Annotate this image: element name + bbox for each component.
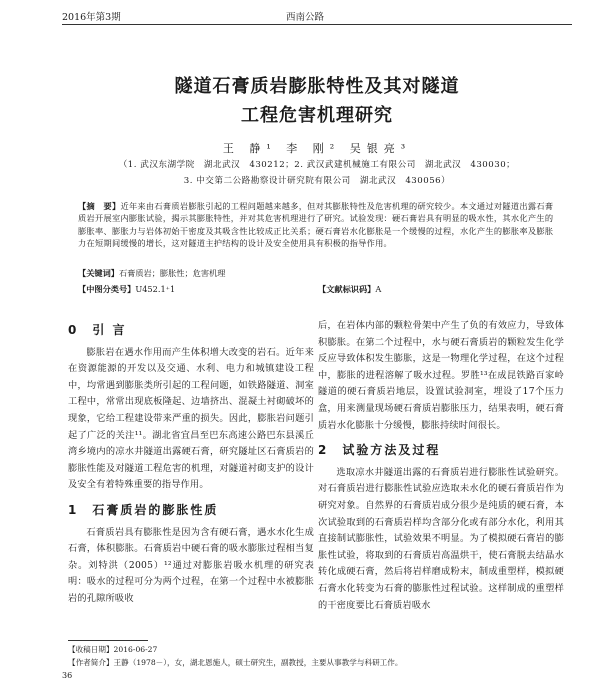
abstract-text: 近年来由石膏质岩膨胀引起的工程问题越来越多，但对其膨胀特性及危害机理的研究较少。本文通过对隧道出露石膏质岩开展室内膨胀试验，揭示其膨胀特性，并对其危害机理进行了研究。试验发现：硬石膏岩具有明显的吸水性，其水化产生的膨胀率、膨胀力与岩体初始干密度及其吸含性比较成正比关系；硬石膏岩水化膨胀是一个缓慢的过程，水化产生的膨胀率及膨胀力在短期间缓慢的增长，这对隧道主护结构的设计及安全使用具有积极的指导作用。 (78, 201, 554, 248)
section-1-number: 1 (68, 502, 79, 517)
section-0-heading (68, 322, 314, 339)
keywords-label: 【关键词】 (78, 268, 119, 278)
section-0-number: 0 (68, 323, 79, 337)
running-header-issue: 2016年第3期 (62, 12, 121, 23)
section-2-heading (318, 442, 564, 459)
document-code-label: 【文献标识码】 (318, 284, 376, 294)
page-number: 36 (62, 671, 73, 680)
running-header-journal: 西南公路 (286, 12, 325, 23)
left-column (68, 322, 314, 608)
clc-label: 【中图分类号】 (78, 284, 136, 294)
affiliation-line-2: 3. 中交第二公路勘察设计研究院有限公司 湖北武汉 430056） (183, 176, 451, 186)
right-column (318, 318, 564, 614)
abstract-label: 【摘 要】 (78, 201, 121, 211)
abstract (78, 200, 558, 249)
right-column-continuation: 后，在岩体内部的颗粒骨架中产生了负的有效应力，导致体积膨胀。在第二个过程中，水与硬石膏质岩的颗粒发生化学反应导致体积发生膨胀，这是一物理化学过程，在这个过程中，膨胀的进程溶解了吸水过程。罗胜¹³在成昆铁路百家岭隧道的硬石膏质岩地层，设置试验洞室，埋设了17个压力盒，用来测量现场硬石膏质岩膨胀压力，结果表明，硬石膏质岩水化膨胀十分缓慢，膨胀持续时间很长。 (318, 320, 564, 431)
document-code-value: A (375, 284, 382, 294)
paper-title-line-1: 隧道石膏质岩膨胀特性及其对隧道 (174, 76, 460, 97)
keywords-text: 石膏质岩；膨胀性；危害机理 (118, 268, 226, 278)
clc-number (78, 284, 175, 295)
section-1-title: 石膏质岩的膨胀性质 (92, 502, 219, 517)
header-rule (62, 24, 572, 25)
section-0-title: 引 言 (92, 323, 127, 337)
affiliation-line-1: （1. 武汉东湖学院 湖北武汉 430212；2. 武汉武建机械施工有限公司 湖北武汉 430030； (118, 160, 516, 170)
section-1-heading (68, 502, 314, 519)
keywords (78, 268, 225, 279)
section-2-title: 试验方法及过程 (342, 443, 441, 458)
section-2-paragraph: 选取凉水井隧道出露的石膏质岩进行膨胀性试验研究。对石膏质岩进行膨胀性试验应选取未水化的硬石膏质岩作为研究对象。自然界的石膏质岩成分很少是纯质的硬石膏，本次试验取到的石膏质岩样均含部分化或有部分水化，利用其直接制试膨胀性，试验效果不明显。为了模拟硬石膏岩的膨胀性试验，将取到的石膏质岩高温烘干，使石膏脱去结晶水转化成硬石膏，然后将岩样磨成粉末，制成重塑样，模拟硬石膏水化转变为石膏的膨胀性过程试验。这样制成的重塑样的干密度要比石膏质岩吸水 (318, 466, 564, 611)
footnote-rule (68, 640, 148, 641)
document-code (318, 284, 381, 295)
section-0-paragraph: 膨胀岩在遇水作用而产生体积增大改变的岩石。近年来在资源能源的开发以及交通、水利、电力和城镇建设工程中，均常遇到膨胀类所引起的工程问题，如铁路隧道、洞室工程中，常常出现底板隆起、边墙挤出、混凝土衬砌破坏的现象，它给工程建设带来严重的损失。因此，膨胀岩问题引起了广泛的关注¹¹。湖北省宜昌至巴东高速公路巴东县溪丘湾乡境内的凉水井隧道出露硬石膏，研究隧址区石膏质岩的膨胀性能及对隧道工程危害的机理，对隧道衬砌支护的设计及安全有着特殊重要的指导作用。 (68, 346, 314, 491)
footnote-author-bio: 【作者简介】王静（1978－），女，湖北恩施人，硕士研究生，副教授，主要从事教学与科研工作。 (68, 658, 403, 667)
clc-value: U452.1⁺1 (135, 284, 176, 294)
section-2-number: 2 (318, 443, 329, 458)
footnote-received-date: 【收稿日期】2016-06-27 (68, 645, 158, 654)
paper-title-line-2: 工程危害机理研究 (241, 105, 393, 126)
section-1-paragraph: 石膏质岩具有膨胀性是因为含有硬石膏，遇水水化生成石膏，体积膨胀。石膏质岩中硬石膏的吸水膨胀过程相当复杂。刘特洪（2005）¹²通过对膨胀岩吸水机理的研究表明：吸水的过程可分为两个过程，在第一个过程中水被膨胀岩的孔隙所吸收 (68, 526, 314, 604)
author-list: 王 静¹ 李 刚² 吴银亮³ (222, 142, 412, 155)
